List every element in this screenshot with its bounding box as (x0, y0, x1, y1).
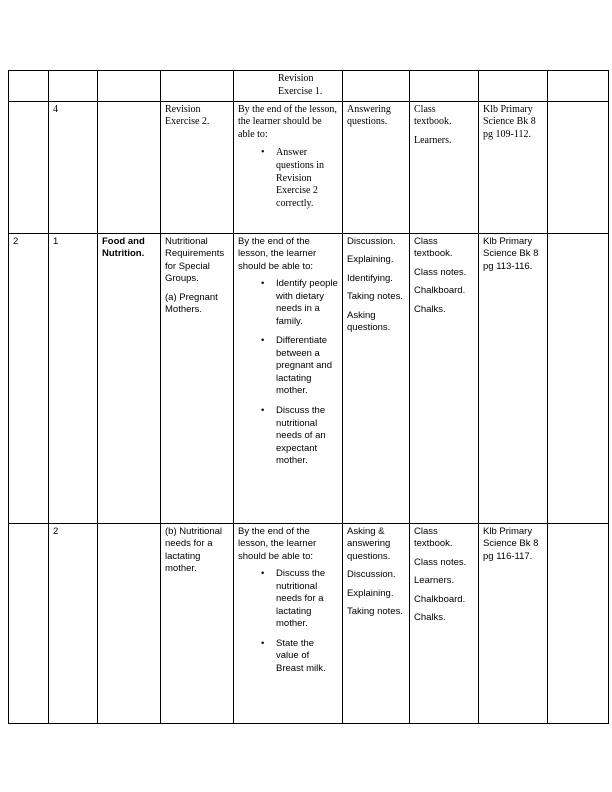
activities-cell (343, 101, 410, 233)
schemes-of-work-table (8, 70, 609, 724)
subtopic-cell (161, 101, 234, 233)
resource-text: Chalkboard. (414, 593, 466, 605)
bullet-icon: • (261, 404, 265, 416)
activity-text: Explaining. (347, 254, 394, 266)
table-row-lesson4 (9, 101, 609, 233)
objectives-continuation-text: Revision Exercise 1. (278, 73, 323, 97)
activities-cell (343, 71, 410, 102)
subtopic-text: Revision Exercise 2. (165, 103, 210, 128)
objectives-cell (234, 101, 343, 233)
subtopic-text: Nutritional Requirements for Special Groups. (165, 235, 225, 285)
lesson-cell (49, 523, 98, 723)
activity-text: Taking notes. (347, 606, 403, 618)
topic-cell (98, 71, 161, 102)
week-cell (9, 101, 49, 233)
objectives-intro: By the end of the lesson, the learner should be able to: (238, 103, 337, 141)
objective-text: Differentiate between a pregnant and lactating mother. (276, 335, 332, 397)
topic-cell (98, 233, 161, 523)
activities-cell (343, 233, 410, 523)
week-cell (9, 523, 49, 723)
resource-text: Class textbook. (414, 525, 453, 550)
bullet-icon: • (261, 335, 265, 347)
topic-text: Food and Nutrition. (102, 235, 145, 260)
subtopic-cell (161, 523, 234, 723)
activities-cell (343, 523, 410, 723)
activity-text: Asking & answering questions. (347, 525, 391, 562)
references-cell (479, 523, 548, 723)
resource-text: Class notes. (414, 266, 467, 278)
activity-text: Discussion. (347, 235, 396, 247)
objective-bullet-item (238, 568, 339, 631)
activity-text: Asking questions. (347, 309, 391, 334)
resources-cell (410, 71, 479, 102)
table-row-week2-lesson1 (9, 233, 609, 523)
objectives-cell (234, 233, 343, 523)
remarks-cell (548, 233, 609, 523)
resources-cell (410, 233, 479, 523)
objective-text: State the value of Breast milk. (276, 637, 326, 674)
resource-text: Class notes. (414, 556, 467, 568)
subtopic-cell (161, 233, 234, 523)
objective-text: Discuss the nutritional needs of an expectant mother. (276, 404, 326, 467)
objective-bullet-item (238, 638, 339, 676)
objectives-cell (234, 71, 343, 102)
lesson-number: 4 (53, 103, 58, 115)
remarks-cell (548, 71, 609, 102)
bullet-icon: • (261, 568, 265, 580)
lesson-cell (49, 71, 98, 102)
lesson-number: 1 (53, 235, 59, 247)
week-number: 2 (13, 235, 19, 247)
bullet-icon: • (261, 637, 265, 649)
objectives-intro: By the end of the lesson, the learner should be able to: (238, 235, 317, 272)
objective-bullet-item (238, 278, 339, 328)
lesson-cell (49, 233, 98, 523)
objective-text: Answer questions in Revision Exercise 2 correctly. (276, 146, 325, 210)
subtopic-text: (b) Nutritional needs for a lactating mother. (165, 525, 223, 575)
objectives-cell (234, 523, 343, 723)
bullet-icon: • (261, 146, 265, 158)
resource-text: Chalks. (414, 612, 446, 624)
remarks-cell (548, 101, 609, 233)
activity-text: Explaining. (347, 587, 394, 599)
resource-text: Learners. (414, 575, 455, 587)
objective-bullet-item (238, 147, 339, 211)
objective-bullet-item (238, 335, 339, 398)
reference-text: Klb Primary Science Bk 8 pg 113-116. (483, 235, 539, 272)
references-cell (479, 71, 548, 102)
references-cell (479, 233, 548, 523)
table-row-week2-lesson2 (9, 523, 609, 723)
reference-text: Klb Primary Science Bk 8 pg 109-112. (483, 103, 536, 141)
lesson-number: 2 (53, 525, 59, 537)
topic-cell (98, 523, 161, 723)
week-cell (9, 71, 49, 102)
resources-cell (410, 101, 479, 233)
resource-text: Chalks. (414, 303, 446, 315)
objective-bullet-item (238, 405, 339, 468)
activity-text: Discussion. (347, 569, 396, 581)
resource-text: Class textbook. (414, 103, 452, 128)
resource-text: Chalkboard. (414, 285, 466, 297)
remarks-cell (548, 523, 609, 723)
resources-cell (410, 523, 479, 723)
lesson-cell (49, 101, 98, 233)
objectives-intro: By the end of the lesson, the learner should be able to: (238, 525, 317, 562)
objective-text: Identify people with dietary needs in a family. (276, 278, 338, 327)
references-cell (479, 101, 548, 233)
reference-text: Klb Primary Science Bk 8 pg 116-117. (483, 525, 539, 562)
subtopic-cell (161, 71, 234, 102)
topic-cell (98, 101, 161, 233)
resource-text: Class textbook. (414, 235, 453, 260)
objective-text: Discuss the nutritional needs for a lactating mother. (276, 568, 326, 630)
activity-text: Taking notes. (347, 291, 403, 303)
subtopic-text: (a) Pregnant Mothers. (165, 291, 218, 316)
activity-text: Identifying. (347, 272, 393, 284)
table-row-continuation (9, 71, 609, 102)
activity-text: Answering questions. (347, 103, 391, 128)
resource-text: Learners. (414, 135, 452, 147)
bullet-icon: • (261, 278, 265, 290)
week-cell (9, 233, 49, 523)
